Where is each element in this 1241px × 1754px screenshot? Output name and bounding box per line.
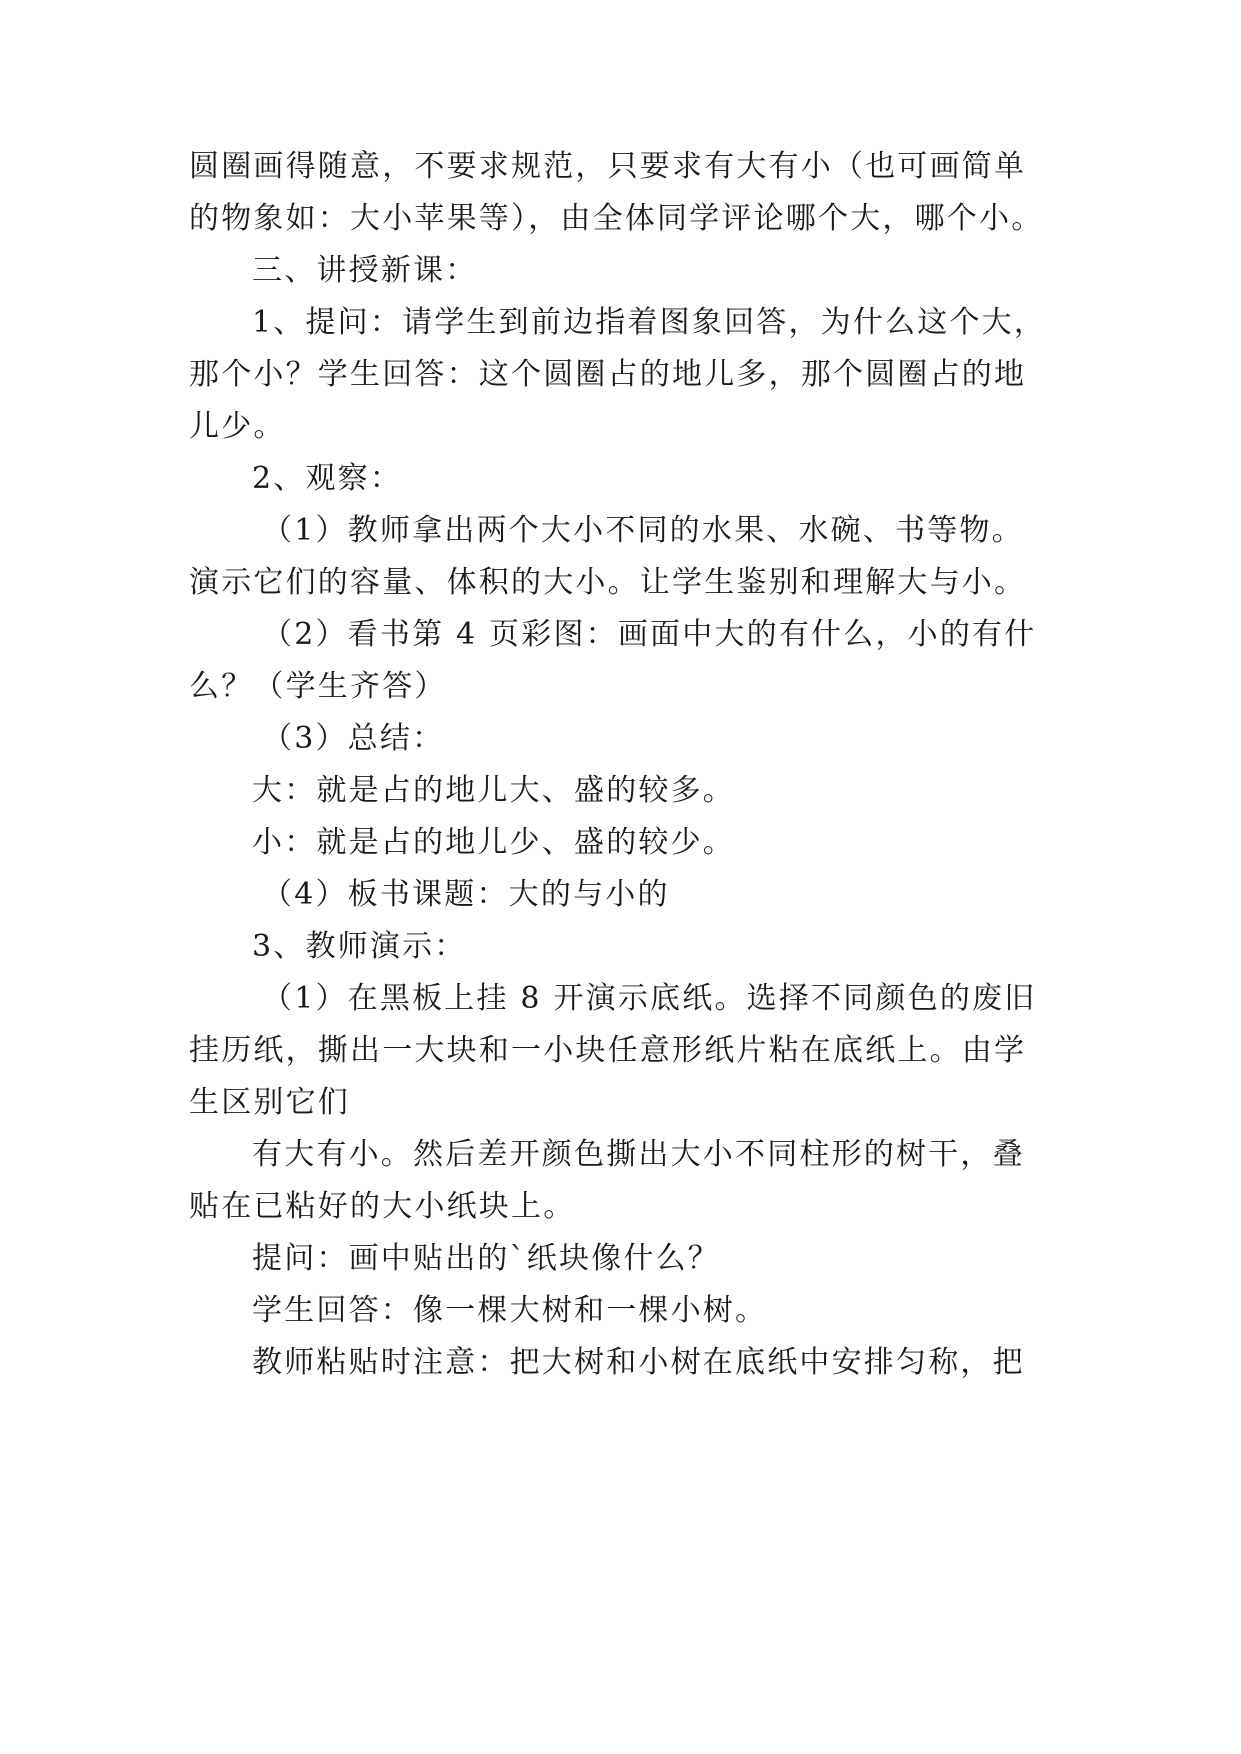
paragraph-line: 大：就是占的地儿大、盛的较多。 (252, 773, 735, 808)
paragraph-line: （3）总结： (262, 721, 445, 756)
paragraph-line: 1、提问：请学生到前边指着图象回答，为什么这个大， (252, 305, 1047, 340)
paragraph-line: 小：就是占的地儿少、盛的较少。 (252, 825, 735, 860)
paragraph-line: 提问：画中贴出的`纸块像什么？ (252, 1241, 720, 1276)
paragraph-line: 贴在已粘好的大小纸块上。 (189, 1189, 576, 1224)
paragraph-line: 儿少。 (189, 409, 286, 444)
paragraph-line: （2）看书第 4 页彩图：画面中大的有什么，小的有什 (262, 617, 1037, 652)
paragraph-line: 么？（学生齐答） (189, 669, 447, 704)
paragraph-line: 教师粘贴时注意：把大树和小树在底纸中安排匀称，把 (252, 1345, 1025, 1380)
paragraph-line: 圆圈画得随意，不要求规范，只要求有大有小（也可画简单 (189, 149, 1027, 184)
paragraph-line: 挂历纸，撕出一大块和一小块任意形纸片粘在底纸上。由学 (189, 1033, 1027, 1068)
paragraph-line: （4）板书课题：大的与小的 (262, 877, 670, 912)
paragraph-line: 演示它们的容量、体积的大小。让学生鉴别和理解大与小。 (189, 565, 1027, 600)
paragraph-line: 有大有小。然后差开颜色撕出大小不同柱形的树干，叠 (252, 1137, 1025, 1172)
paragraph-line: 生区别它们 (189, 1085, 350, 1120)
subheading: 2、观察： (252, 461, 403, 496)
paragraph-line: 的物象如：大小苹果等），由全体同学评论哪个大，哪个小。 (189, 201, 1044, 236)
paragraph-line: （1）在黑板上挂 8 开演示底纸。选择不同颜色的废旧 (262, 981, 1037, 1016)
subheading: 3、教师演示： (252, 929, 467, 964)
paragraph-line: 那个小？学生回答：这个圆圈占的地儿多，那个圆圈占的地 (189, 357, 1027, 392)
section-heading: 三、讲授新课： (252, 253, 478, 288)
paragraph-line: 学生回答：像一棵大树和一棵小树。 (252, 1293, 768, 1328)
paragraph-line: （1）教师拿出两个大小不同的水果、水碗、书等物。 (262, 513, 1024, 548)
